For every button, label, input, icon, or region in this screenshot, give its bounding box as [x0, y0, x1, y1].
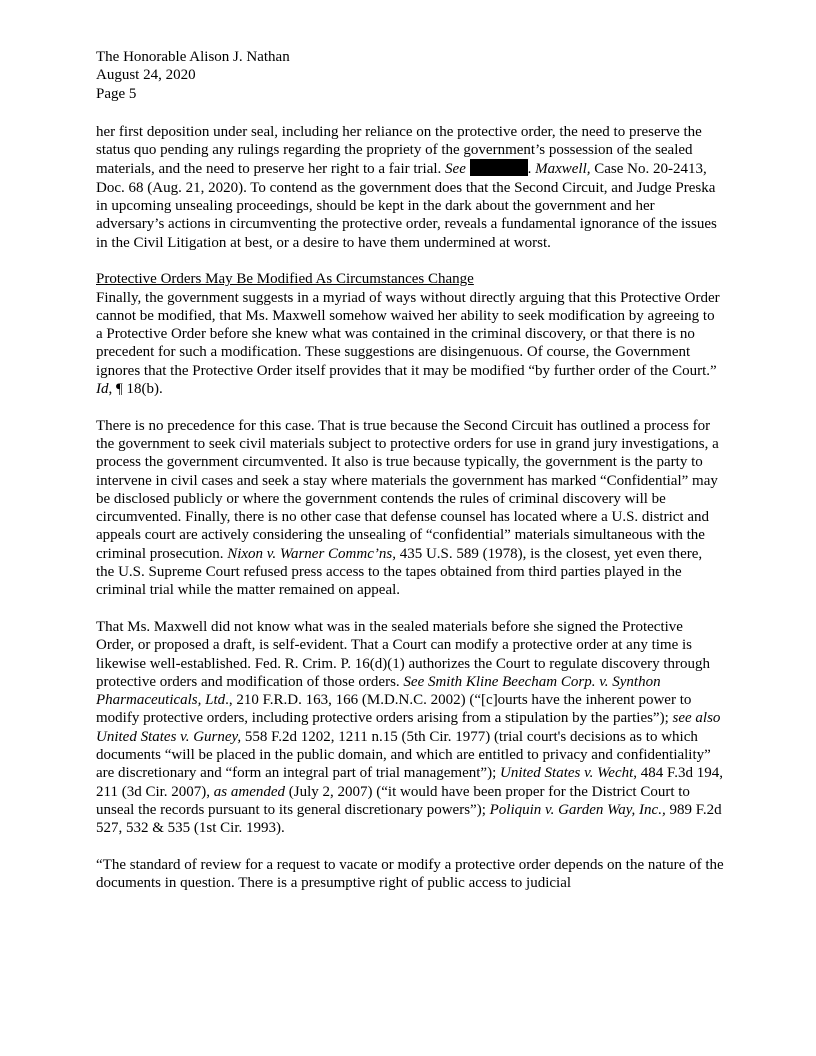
- paragraph-3: [96, 417, 724, 600]
- paragraph-text: .: [527, 161, 536, 178]
- paragraph-4: [96, 618, 724, 838]
- paragraph-text: , ¶ 18(b).: [108, 381, 163, 398]
- case-citation: see also United States v. Gurney,: [96, 710, 721, 745]
- letter-date: August 24, 2020: [96, 67, 196, 84]
- paragraph-text: 989 F.2d 527, 532 & 535 (1st Cir. 1993).: [96, 801, 722, 837]
- paragraph-1: [96, 123, 724, 252]
- paragraph-text: 558 F.2d 1202, 1211 n.15 (5th Cir. 1977) (trial court's decisions as to which documents “will be placed in the public domain, and which are entitled to privacy and confidentiality” are discretionary and “form an integral part of trial management”);: [96, 728, 711, 782]
- paragraph-text: Case No. 20-2413, Doc. 68 (Aug. 21, 2020). To contend as the government does that the Second Circuit, and Judge Preska in upcoming unsealing proceedings, should be kept in the dark about the government and her adversary’s actions in circumventing the protective order, reveals a fundamental ignorance of the issues in the Civil Litigation at best, or a desire to have them undermined at worst.: [96, 161, 717, 251]
- addressee: The Honorable Alison J. Nathan: [96, 49, 290, 65]
- redaction-box: [470, 159, 528, 176]
- case-citation: United States v. Wecht: [499, 765, 634, 782]
- paragraph-text: “The standard of review for a request to vacate or modify a protective order depends on the nature of the documents in question. There is a presumptive right of public access to judicial: [96, 856, 724, 892]
- page-number: Page 5: [96, 85, 137, 102]
- paragraph-text: 435 U.S. 589 (1978), is the closest, yet even there, the U.S. Supreme Court refused press access to the tapes obtained from third parties played in the criminal trial while the matter remained on appeal.: [96, 545, 703, 599]
- paragraph-text: Finally, the government suggests in a myriad of ways without directly arguing that this Protective Order cannot be modified, that Ms. Maxwell somehow waived her ability to seek modification by agreeing to a Protective Order before she knew what was contained in the criminal discovery, or that there is no precedent for such a modification. These suggestions are disingenuous. Of course, the Government ignores that the Protective Order itself provides that it may be modified “by further order of the Court.”: [96, 289, 720, 379]
- case-citation: See Smith Kline Beecham Corp. v. Synthon Pharmaceuticals, Ltd: [96, 673, 661, 709]
- case-citation: as amended: [213, 783, 286, 800]
- paragraph-text: her first deposition under seal, including her reliance on the protective order, the need to preserve the status quo pending any rulings regarding the propriety of the government’s possession of the sealed materials, and the need to preserve her right to a fair trial.: [96, 123, 702, 178]
- case-citation: Poliquin v. Garden Way, Inc.,: [489, 801, 666, 818]
- paragraph-5: [96, 856, 724, 893]
- paragraph-text: That Ms. Maxwell did not know what was in the sealed materials before she signed the Protective Order, or proposed a draft, is self-evident. That a Court can modify a protective order at any time is likewise well-established. Fed. R. Crim. P. 16(d)(1) authorizes the Court to regulate discovery through protective orders and modification of those orders.: [96, 618, 711, 690]
- paragraph-text: , 484 F.3d 194, 211 (3d Cir. 2007),: [96, 765, 723, 800]
- case-citation: Maxwell,: [535, 161, 591, 178]
- section-heading: Protective Orders May Be Modified As Circumstances Change: [96, 271, 474, 288]
- paragraph-2: [96, 289, 724, 399]
- letter-header: [96, 48, 724, 103]
- case-citation: Id: [96, 381, 109, 398]
- letter-page: [96, 48, 724, 892]
- case-citation: Nixon v. Warner Commc’ns,: [227, 545, 396, 562]
- paragraph-text: There is no precedence for this case. That is true because the Second Circuit has outlined a process for the government to seek civil materials subject to protective orders for use in grand jury investigations, a process the government circumvented. It also is true because typically, the government is the party to intervene in civil cases and seek a stay where materials the government has marked “Confidential” may be disclosed publicly or where the government contends the rules of criminal discovery will be circumvented. Finally, there is no other case that defense counsel has located where a U.S. district and appeals court are actively considering the unsealing of “confidential” materials simultaneous with the criminal prosecution.: [96, 417, 719, 562]
- paragraph-text: ., 210 F.R.D. 163, 166 (M.D.N.C. 2002) (“[c]ourts have the inherent power to modify protective orders, including protective orders arising from a stipulation by the parties”);: [96, 692, 692, 727]
- citation-signal: See: [445, 161, 466, 178]
- paragraph-text: (July 2, 2007) (“it would have been proper for the District Court to unseal the records pursuant to its general discretionary powers”);: [96, 783, 690, 818]
